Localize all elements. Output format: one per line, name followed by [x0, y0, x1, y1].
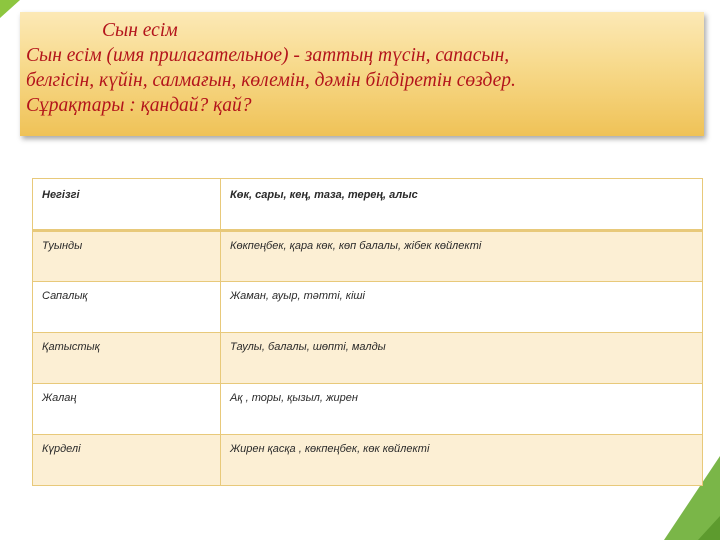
banner-definition-line-1: Сын есім (имя прилагательное) - заттың түсін, сапасын, [26, 45, 510, 66]
definition-banner [20, 12, 704, 136]
table-cell-examples: Жирен қасқа , көкпеңбек, көк көйлекті [221, 435, 703, 486]
table-cell-type: Туынды [33, 231, 221, 282]
decorative-corner-triangle-small [698, 516, 720, 540]
table-cell-type: Күрделі [33, 435, 221, 486]
table-cell-examples: Көкпеңбек, қара көк, көп балалы, жібек көйлекті [221, 231, 703, 282]
banner-definition-line-2: белгісін, күйін, салмағын, көлемін, дәмін білдіретін сөздер. [26, 70, 516, 91]
table-cell-examples: Таулы, балалы, шөпті, малды [221, 333, 703, 384]
table-cell-type: Сапалық [33, 282, 221, 333]
table-row [33, 384, 703, 435]
banner-title: Сын есім [102, 20, 178, 41]
table-cell-examples: Ақ , торы, қызыл, жирен [221, 384, 703, 435]
table-cell-examples: Жаман, ауыр, тәтті, кіші [221, 282, 703, 333]
table-cell-type: Жалаң [33, 384, 221, 435]
banner-questions-line: Сұрақтары : қандай? қай? [26, 95, 252, 116]
decorative-corner-triangle [0, 0, 20, 18]
table-row [33, 435, 703, 486]
table-header-row [33, 179, 703, 231]
table-row [33, 282, 703, 333]
table-row [33, 333, 703, 384]
table-cell-examples: Көк, сары, кең, таза, терең, алыс [221, 179, 703, 231]
table-row [33, 231, 703, 282]
table-cell-type: Негізгі [33, 179, 221, 231]
adjective-types-table [32, 178, 703, 486]
table-cell-type: Қатыстық [33, 333, 221, 384]
